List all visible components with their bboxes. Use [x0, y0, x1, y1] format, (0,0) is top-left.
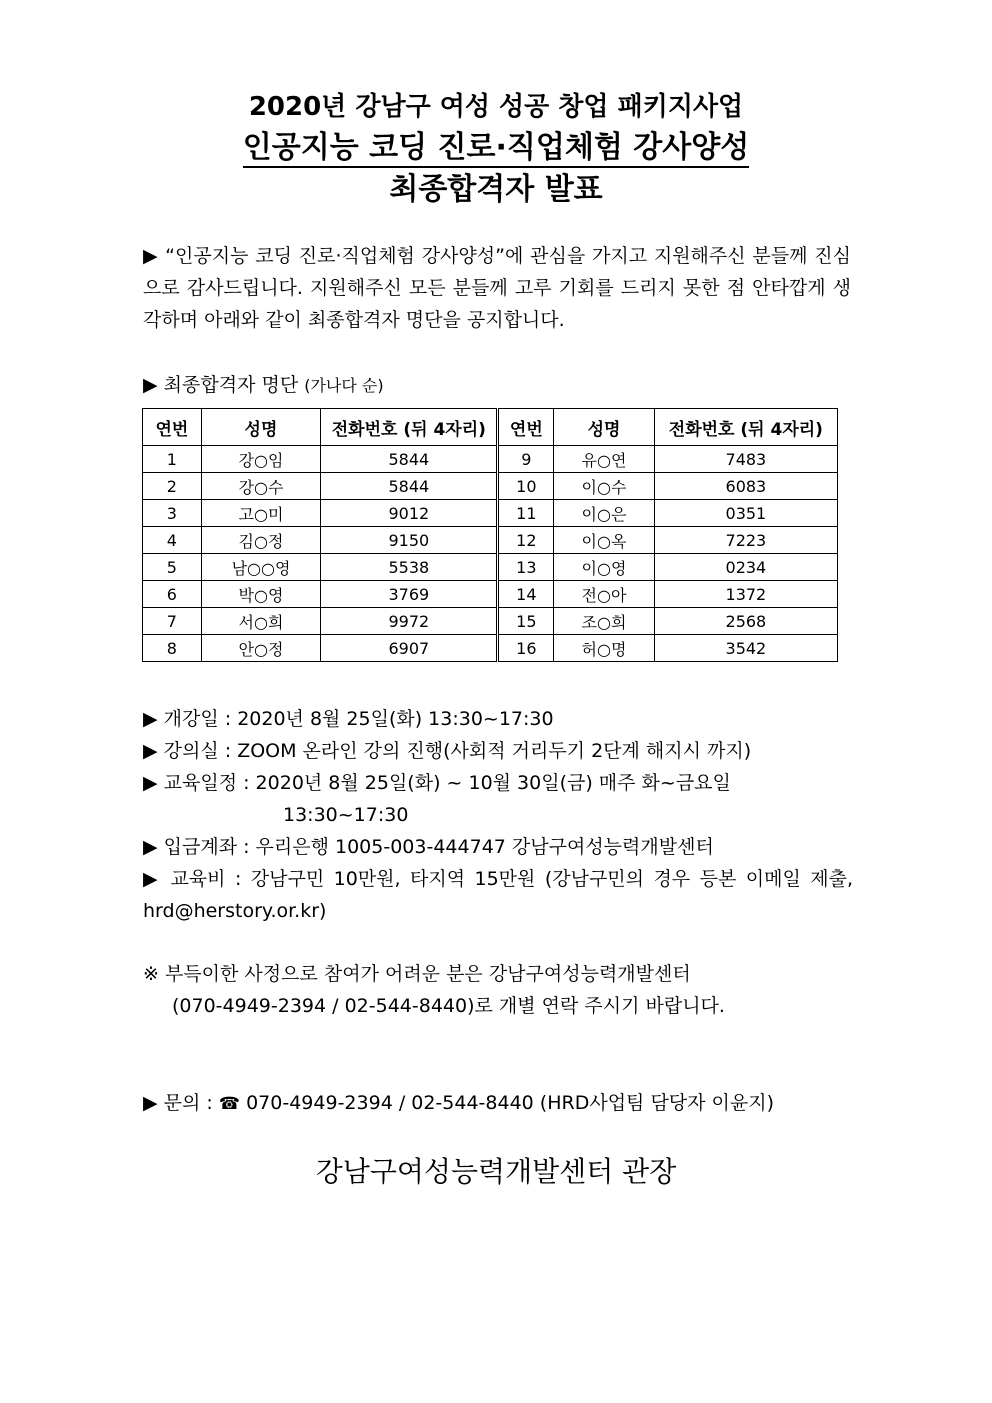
cell-name: 조○희 — [554, 608, 655, 635]
cell-no: 9 — [498, 446, 554, 473]
cell-name: 전○아 — [554, 581, 655, 608]
cell-phone: 3769 — [321, 581, 498, 608]
cell-no: 15 — [498, 608, 554, 635]
col-header-name: 성명 — [201, 409, 320, 446]
course-info — [143, 703, 853, 927]
title-line-2-text: 인공지능 코딩 진로·직업체험 강사양성 — [243, 130, 749, 168]
tuition-fee: ▶ 교육비 : 강남구민 10만원, 타지역 15만원 (강남구민의 경우 등본 이메일 제출, hrd@herstory.or.kr) — [143, 868, 853, 922]
table-row — [143, 581, 838, 608]
cell-no: 7 — [143, 608, 202, 635]
table-row — [143, 500, 838, 527]
cell-name: 박○영 — [201, 581, 320, 608]
cell-no: 3 — [143, 500, 202, 527]
cell-name: 이○은 — [554, 500, 655, 527]
cell-name: 이○영 — [554, 554, 655, 581]
opening-date: ▶ 개강일 : 2020년 8월 25일(화) 13:30~17:30 — [143, 708, 554, 730]
col-header-no: 연번 — [143, 409, 202, 446]
table-row — [143, 446, 838, 473]
table-row — [143, 608, 838, 635]
roster-table — [142, 408, 838, 662]
cell-no: 1 — [143, 446, 202, 473]
contact-detail: 070-4949-2394 / 02-544-8440 (HRD사업팀 담당자 이윤지) — [246, 1092, 775, 1114]
cell-no: 2 — [143, 473, 202, 500]
cell-name: 남○○영 — [201, 554, 320, 581]
cell-name: 강○임 — [201, 446, 320, 473]
cell-phone: 7483 — [654, 446, 837, 473]
cell-phone: 6907 — [321, 635, 498, 662]
cell-name: 유○연 — [554, 446, 655, 473]
cell-phone: 9150 — [321, 527, 498, 554]
schedule: ▶ 교육일정 : 2020년 8월 25일(화) ~ 10월 30일(금) 매주 화~금요일 — [143, 772, 731, 794]
contact-label: ▶ 문의 : — [143, 1092, 213, 1114]
notice — [143, 958, 853, 1022]
cell-phone: 5538 — [321, 554, 498, 581]
contact-info — [143, 1087, 853, 1120]
cell-phone: 9012 — [321, 500, 498, 527]
cell-no: 6 — [143, 581, 202, 608]
title-line-3: 최종합격자 발표 — [389, 172, 603, 207]
table-row — [143, 554, 838, 581]
roster-header-row — [143, 409, 838, 446]
cell-name: 이○옥 — [554, 527, 655, 554]
cell-phone: 0351 — [654, 500, 837, 527]
cell-name: 안○정 — [201, 635, 320, 662]
cell-phone: 6083 — [654, 473, 837, 500]
cell-phone: 9972 — [321, 608, 498, 635]
cell-no: 12 — [498, 527, 554, 554]
signoff: 강남구여성능력개발센터 관장 — [315, 1155, 677, 1188]
cell-name: 서○희 — [201, 608, 320, 635]
table-row — [143, 473, 838, 500]
cell-no: 8 — [143, 635, 202, 662]
cell-no: 11 — [498, 500, 554, 527]
classroom: ▶ 강의실 : ZOOM 온라인 강의 진행(사회적 거리두기 2단계 해지시 까지) — [143, 740, 752, 762]
cell-no: 5 — [143, 554, 202, 581]
schedule-time: 13:30~17:30 — [283, 804, 409, 826]
cell-phone: 2568 — [654, 608, 837, 635]
title-line-1: 2020년 강남구 여성 성공 창업 패키지사업 — [248, 92, 744, 122]
cell-phone: 5844 — [321, 473, 498, 500]
cell-no: 14 — [498, 581, 554, 608]
notice-line-1: ※ 부득이한 사정으로 참여가 어려운 분은 강남구여성능력개발센터 — [143, 963, 691, 985]
cell-name: 이○수 — [554, 473, 655, 500]
table-row — [143, 635, 838, 662]
cell-name: 허○명 — [554, 635, 655, 662]
cell-no: 16 — [498, 635, 554, 662]
roster-sort-note: (가나다 순) — [304, 376, 384, 395]
col-header-name-2: 성명 — [554, 409, 655, 446]
cell-phone: 5844 — [321, 446, 498, 473]
cell-no: 13 — [498, 554, 554, 581]
roster-heading-text: ▶ 최종합격자 명단 — [143, 374, 299, 396]
table-row — [143, 527, 838, 554]
roster-heading — [143, 371, 384, 400]
cell-phone: 1372 — [654, 581, 837, 608]
cell-no: 10 — [498, 473, 554, 500]
cell-phone: 3542 — [654, 635, 837, 662]
cell-name: 고○미 — [201, 500, 320, 527]
cell-phone: 7223 — [654, 527, 837, 554]
cell-name: 강○수 — [201, 473, 320, 500]
col-header-phone: 전화번호 (뒤 4자리) — [321, 409, 498, 446]
notice-line-2: (070-4949-2394 / 02-544-8440)로 개별 연락 주시기 바랍니다. — [172, 995, 725, 1017]
cell-name: 김○정 — [201, 527, 320, 554]
cell-phone: 0234 — [654, 554, 837, 581]
col-header-phone-2: 전화번호 (뒤 4자리) — [654, 409, 837, 446]
intro-paragraph: ▶ “인공지능 코딩 진로·직업체험 강사양성”에 관심을 가지고 지원해주신 분들께 진심으로 감사드립니다. 지원해주신 모든 분들께 고루 기회를 드리지 못한 점 안타깝게 생각하며 아래와 같이 최종합격자 명단을 공지합니다. — [143, 245, 851, 331]
cell-no: 4 — [143, 527, 202, 554]
title-line-2 — [0, 128, 992, 168]
phone-icon: ☎ — [218, 1094, 241, 1114]
col-header-no-2: 연번 — [498, 409, 554, 446]
bank-account: ▶ 입금계좌 : 우리은행 1005-003-444747 강남구여성능력개발센터 — [143, 836, 714, 858]
